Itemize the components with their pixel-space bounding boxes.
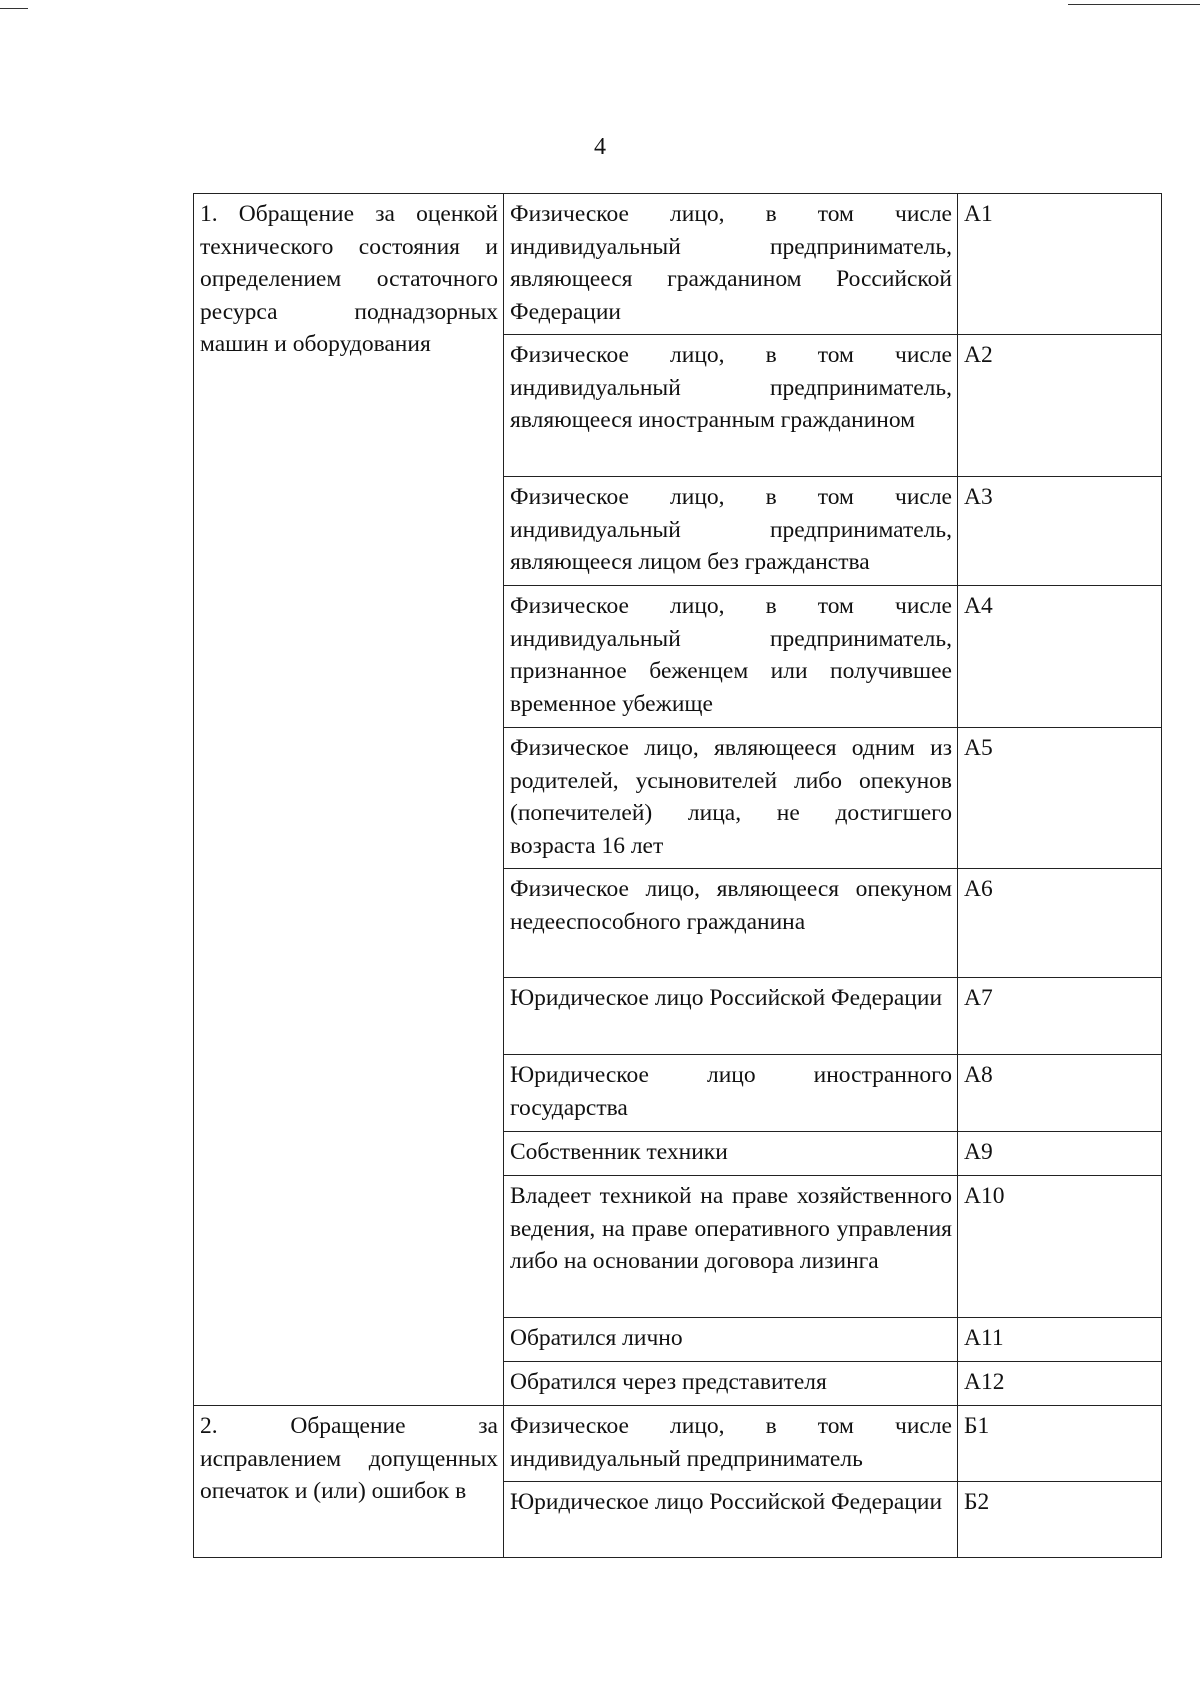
page-number: 4 bbox=[594, 134, 606, 160]
applicant-code: А5 bbox=[958, 728, 1162, 869]
applicant-code: Б1 bbox=[958, 1406, 1162, 1482]
applicant-description: Физическое лицо, в том числе индивидуальный предприниматель, являющееся гражданином Российской Федерации bbox=[504, 194, 958, 335]
applicant-description: Физическое лицо, в том числе индивидуальный предприниматель, являющееся иностранным гражданином bbox=[504, 335, 958, 477]
applicant-code: Б2 bbox=[958, 1482, 1162, 1558]
applicant-description: Юридическое лицо иностранного государства bbox=[504, 1055, 958, 1132]
document-table bbox=[193, 193, 1162, 1558]
applicant-description: Владеет техникой на праве хозяйственного ведения, на праве оперативного управления либо на основании договора лизинга bbox=[504, 1176, 958, 1318]
applicant-code: А1 bbox=[958, 194, 1162, 335]
scan-edge-mark-left bbox=[0, 8, 28, 9]
applicant-code: А7 bbox=[958, 978, 1162, 1055]
applicant-code: А3 bbox=[958, 477, 1162, 586]
applicant-code: А12 bbox=[958, 1362, 1162, 1406]
applicant-code: А6 bbox=[958, 869, 1162, 978]
applicant-code: А8 bbox=[958, 1055, 1162, 1132]
table-row bbox=[194, 1406, 1162, 1482]
applicant-description: Обратился через представителя bbox=[504, 1362, 958, 1406]
applicant-description: Юридическое лицо Российской Федерации bbox=[504, 978, 958, 1055]
applicant-description: Физическое лицо, являющееся опекуном недееспособного гражданина bbox=[504, 869, 958, 978]
section-cell: 2. Обращение за исправлением допущенных опечаток и (или) ошибок в bbox=[194, 1406, 504, 1558]
applicant-description: Физическое лицо, в том числе индивидуальный предприниматель, являющееся лицом без гражданства bbox=[504, 477, 958, 586]
table-row bbox=[194, 194, 1162, 335]
applicant-description: Собственник техники bbox=[504, 1132, 958, 1176]
applicant-code: А2 bbox=[958, 335, 1162, 477]
applicant-description: Физическое лицо, в том числе индивидуальный предприниматель bbox=[504, 1406, 958, 1482]
applicant-code: А11 bbox=[958, 1318, 1162, 1362]
section-cell: 1. Обращение за оценкой технического состояния и определением остаточного ресурса поднадзорных машин и оборудования bbox=[194, 194, 504, 1406]
applicant-code: А4 bbox=[958, 586, 1162, 728]
applicant-description: Обратился лично bbox=[504, 1318, 958, 1362]
applicant-description: Физическое лицо, в том числе индивидуальный предприниматель, признанное беженцем или получившее временное убежище bbox=[504, 586, 958, 728]
applicant-code: А10 bbox=[958, 1176, 1162, 1318]
applicant-code: А9 bbox=[958, 1132, 1162, 1176]
applicant-description: Физическое лицо, являющееся одним из родителей, усыновителей либо опекунов (попечителей) лица, не достигшего возраста 16 лет bbox=[504, 728, 958, 869]
applicant-description: Юридическое лицо Российской Федерации bbox=[504, 1482, 958, 1558]
scan-edge-mark-right bbox=[1068, 4, 1200, 5]
